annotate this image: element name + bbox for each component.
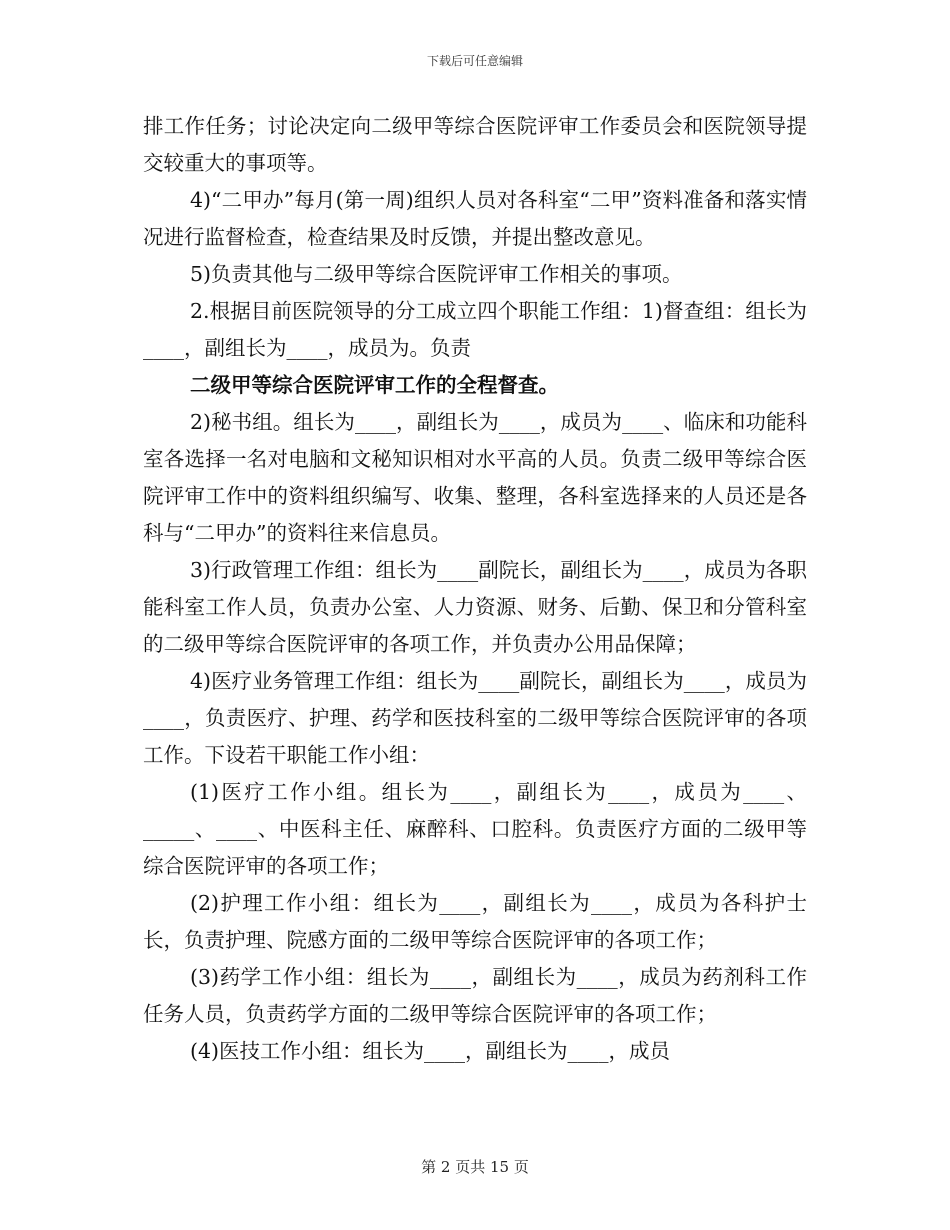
paragraph-2: 4)“二甲办”每月(第一周)组织人员对各科室“二甲”资料准备和落实情况进行监督检查，检查结果及时反馈，并提出整改意见。: [143, 188, 807, 249]
paragraph-4: 2.根据目前医院领导的分工成立四个职能工作组：1)督查组：组长为____，副组长为____，成员为。负责: [143, 299, 807, 360]
paragraph-10: (2)护理工作小组：组长为____，副组长为____，成员为各科护士长，负责护理、院感方面的二级甲等综合医院评审的各项工作；: [143, 891, 807, 952]
document-body: [143, 108, 807, 1070]
paragraph-6: 2)秘书组。组长为____，副组长为____，成员为____、临床和功能科室各选择一名对电脑和文秘知识相对水平高的人员。负责二级甲等综合医院评审工作中的资料组织编写、收集、整理，各科室选择来的人员还是各科与“二甲办”的资料往来信息员。: [143, 410, 807, 545]
paragraph-3: 5)负责其他与二级甲等综合医院评审工作相关的事项。: [190, 262, 683, 286]
paragraph-12: (4)医技工作小组：组长为____，副组长为____，成员: [190, 1039, 671, 1063]
paragraph-8: 4)医疗业务管理工作组：组长为____副院长，副组长为____，成员为____，负责医疗、护理、药学和医技科室的二级甲等综合医院评审的各项工作。下设若干职能工作小组：: [143, 669, 807, 767]
paragraph-11: (3)药学工作小组：组长为____，副组长为____，成员为药剂科工作任务人员，负责药学方面的二级甲等综合医院评审的各项工作；: [143, 965, 807, 1026]
paragraph-1: 排工作任务；讨论决定向二级甲等综合医院评审工作委员会和医院领导提交较重大的事项等。: [143, 114, 807, 175]
paragraph-7: 3)行政管理工作组：组长为____副院长，副组长为____，成员为各职能科室工作人员，负责办公室、人力资源、财务、后勤、保卫和分管科室的二级甲等综合医院评审的各项工作，并负责办公用品保障；: [143, 558, 807, 656]
page-header: 下载后可任意编辑: [426, 54, 523, 68]
paragraph-5: 二级甲等综合医院评审工作的全程督查。: [190, 373, 559, 397]
paragraph-9: (1)医疗工作小组。组长为____，副组长为____，成员为____、_____、____、中医科主任、麻醉科、口腔科。负责医疗方面的二级甲等综合医院评审的各项工作；: [143, 780, 807, 878]
page-footer: 第 2 页共 15 页: [421, 1158, 529, 1176]
